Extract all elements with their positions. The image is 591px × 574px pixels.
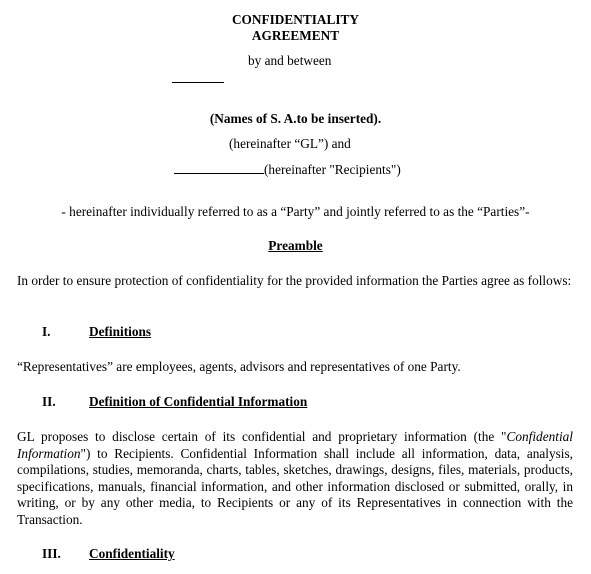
section-number: II. [42, 394, 56, 409]
section-paragraph [17, 429, 573, 529]
parties-definition-line: - hereinafter individually referred to as a “Party” and jointly referred to as the “Parties”- [61, 204, 530, 219]
preamble-heading: Preamble [268, 238, 323, 253]
by-and-between-text: by and between [248, 53, 332, 68]
confidential-information-term: Confidential Information [17, 429, 573, 461]
party-name-blank-line [172, 70, 224, 83]
section-title: Definitions [89, 324, 152, 339]
section-paragraph: “Representatives” are employees, agents, advisors and representatives of one Party. [17, 359, 461, 374]
document-title-line1: CONFIDENTIALITY [231, 12, 360, 27]
document-title-line2: AGREEMENT [251, 28, 340, 43]
paragraph-text-part: ") to Recipients. Confidential Information shall include all information, data, analysis, compilations, studies, memoranda, charts, tables, sketches, drawings, designs, files, materials, products, specifications, manuals, financial information, and other information disclosed or submitted, orally, in writing, or by any other media, to Recipients or any of its Representatives in connection with the Transaction. [17, 445, 573, 527]
recipients-line [174, 162, 401, 178]
section-number: III. [42, 546, 61, 561]
names-placeholder: (Names of S. A.to be inserted). [209, 111, 382, 126]
preamble-paragraph: In order to ensure protection of confidentiality for the provided information the Parties agree as follows: [17, 273, 572, 288]
hereinafter-gl-text: (hereinafter “GL”) and [229, 136, 351, 151]
section-title: Definition of Confidential Information [89, 394, 308, 409]
hereinafter-recipients-text: (hereinafter "Recipients") [264, 162, 401, 177]
section-title: Confidentiality [89, 546, 175, 561]
recipient-name-blank-line [174, 162, 264, 174]
section-number: I. [42, 324, 51, 339]
paragraph-text-part: GL proposes to disclose certain of its confidential and proprietary information (the " [17, 429, 507, 444]
